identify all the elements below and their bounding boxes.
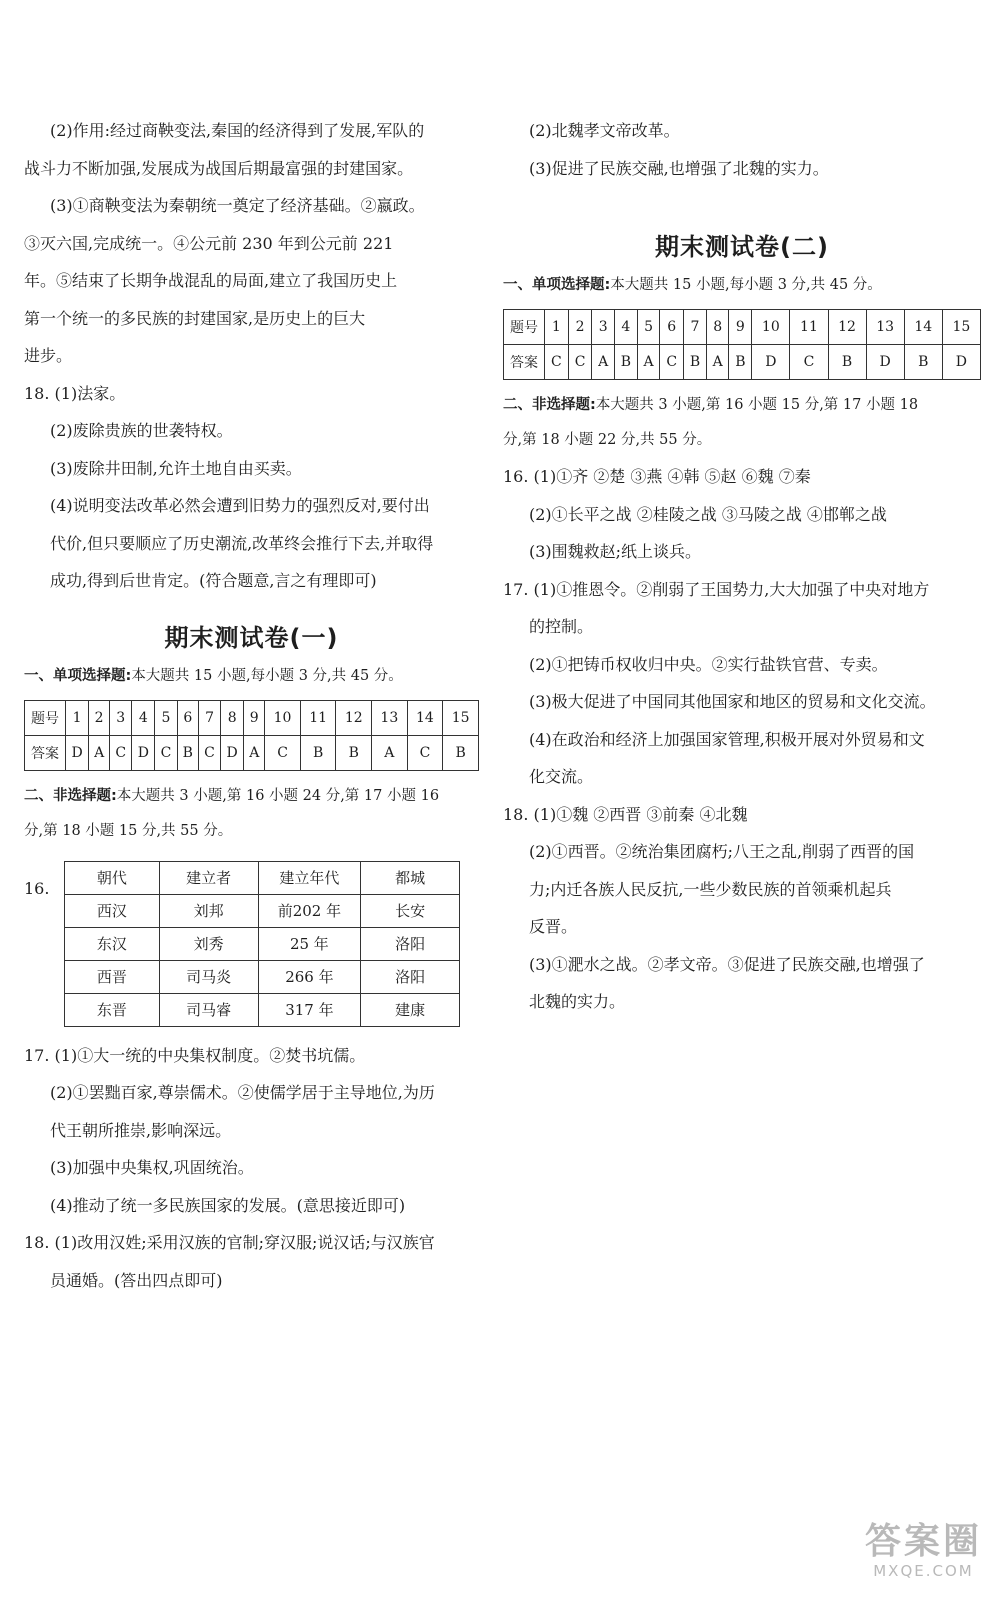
exam1-q16 xyxy=(24,861,479,1027)
text-line: 员通婚。(答出四点即可) xyxy=(50,1270,223,1290)
question-number-cell: 8 xyxy=(706,310,729,345)
answer-cell: D xyxy=(132,735,155,770)
answer-cell: B xyxy=(729,345,752,380)
exam1-section2-heading xyxy=(24,779,479,814)
dynasty-cell: 司马睿 xyxy=(159,993,258,1026)
answer-cell: D xyxy=(866,345,904,380)
question-number-cell: 5 xyxy=(155,700,177,735)
text-line: 17. (1)①大一统的中央集权制度。②焚书坑儒。 xyxy=(24,1045,366,1065)
answer-cell: B xyxy=(904,345,942,380)
text-line: 化交流。 xyxy=(529,767,594,786)
text-line: 代王朝所推崇,影响深远。 xyxy=(50,1120,232,1140)
answer-cell: A xyxy=(706,345,729,380)
dynasty-cell: 建康 xyxy=(361,993,460,1026)
question-number-cell: 15 xyxy=(443,700,479,735)
exam1-sec2-text: 本大题共 3 小题,第 16 小题 24 分,第 17 小题 16 xyxy=(116,787,440,804)
text-line: 18. (1)法家。 xyxy=(24,383,126,403)
exam2-section2-heading xyxy=(503,388,981,423)
row-label: 答案 xyxy=(25,735,66,770)
answer-cell: B xyxy=(443,735,479,770)
answer-cell: B xyxy=(684,345,707,380)
text-line: 18. (1)改用汉姓;采用汉族的官制;穿汉服;说汉话;与汉族官 xyxy=(24,1233,435,1252)
answer-cell: D xyxy=(66,735,89,770)
text-line: ③灭六国,完成统一。④公元前 230 年到公元前 221 xyxy=(24,233,394,253)
exam2-sec2-label: 二、非选择题: xyxy=(503,397,596,413)
answer-cell: C xyxy=(660,345,684,380)
answer-cell: B xyxy=(177,735,198,770)
text-line: 成功,得到后世肯定。(符合题意,言之有理即可) xyxy=(50,571,377,590)
text-line: (2)①西晋。②统治集团腐朽;八王之乱,削弱了西晋的国 xyxy=(529,842,915,861)
exam2-sec2-text: 本大题共 3 小题,第 16 小题 15 分,第 17 小题 18 xyxy=(595,397,919,413)
right-top-answers xyxy=(503,112,981,187)
text-line: (3)废除井田制,允许土地自由买卖。 xyxy=(50,458,302,478)
text-line: (2)作用:经过商鞅变法,秦国的经济得到了发展,军队的 xyxy=(50,121,425,140)
exam2-q17 xyxy=(503,571,981,796)
dynasty-row xyxy=(65,960,460,993)
question-number-cell: 12 xyxy=(336,700,372,735)
answer-cell: B xyxy=(828,345,866,380)
question-number-cell: 14 xyxy=(904,310,942,345)
question-number-cell: 9 xyxy=(244,700,265,735)
text-line: 年。⑤结束了长期争战混乱的局面,建立了我国历史上 xyxy=(24,271,398,290)
exam1-sec1-label: 一、单项选择题: xyxy=(24,667,132,684)
text-line: (2)①罢黜百家,尊崇儒术。②使儒学居于主导地位,为历 xyxy=(50,1083,435,1102)
question-number-cell: 3 xyxy=(110,700,132,735)
exam1-q18 xyxy=(24,1224,479,1299)
question-number-cell: 7 xyxy=(198,700,220,735)
answer-cell: C xyxy=(198,735,220,770)
answer-cell: A xyxy=(89,735,110,770)
answer-cell: C xyxy=(790,345,828,380)
text-line: 进步。 xyxy=(24,346,73,365)
text-line: 战斗力不断加强,发展成为战国后期最富强的封建国家。 xyxy=(24,158,414,178)
exam2-title: 期末测试卷(二) xyxy=(655,233,829,261)
left-q18-answers xyxy=(24,375,479,600)
question-number-cell: 12 xyxy=(828,310,866,345)
dynasty-cell: 东汉 xyxy=(65,927,160,960)
question-number-cell: 4 xyxy=(132,700,155,735)
question-number-cell: 1 xyxy=(66,700,89,735)
exam2-sec1-label: 一、单项选择题: xyxy=(503,277,611,293)
answer-table-number-row xyxy=(25,700,479,735)
question-number-cell: 2 xyxy=(89,700,110,735)
text-line: 16. (1)①齐 ②楚 ③燕 ④韩 ⑤赵 ⑥魏 ⑦秦 xyxy=(503,467,811,486)
question-number-cell: 9 xyxy=(729,310,752,345)
text-line: 的控制。 xyxy=(529,617,594,636)
answer-cell: C xyxy=(407,735,443,770)
watermark-line2: MXQE.COM xyxy=(873,1562,974,1580)
text-line: 17. (1)①推恩令。②削弱了王国势力,大大加强了中央对地方 xyxy=(503,579,930,599)
dynasty-cell: 317 年 xyxy=(258,993,361,1026)
answer-cell: B xyxy=(614,345,637,380)
dynasty-cell: 25 年 xyxy=(258,927,361,960)
answer-cell: A xyxy=(637,345,660,380)
left-column xyxy=(24,112,479,1299)
question-number-cell: 4 xyxy=(614,310,637,345)
text-line: 第一个统一的多民族的封建国家,是历史上的巨大 xyxy=(24,308,366,328)
exam1-section2-line2: 分,第 18 小题 15 分,共 55 分。 xyxy=(24,822,233,839)
question-number-cell: 1 xyxy=(545,310,569,345)
question-number-cell: 11 xyxy=(790,310,828,345)
exam1-sec2-label: 二、非选择题: xyxy=(24,787,117,804)
text-line: (4)说明变法改革必然会遭到旧势力的强烈反对,要付出 xyxy=(50,496,430,515)
answer-table-number-row xyxy=(504,310,981,345)
dynasty-cell: 前202 年 xyxy=(258,894,361,927)
text-line: (3)加强中央集权,巩固统治。 xyxy=(50,1158,254,1177)
answer-table-answer-row xyxy=(504,345,981,380)
answer-cell: C xyxy=(568,345,592,380)
text-line: (2)①把铸币权收归中央。②实行盐铁官营、专卖。 xyxy=(529,654,888,674)
dynasty-cell: 刘邦 xyxy=(159,894,258,927)
text-line: (3)围魏救赵;纸上谈兵。 xyxy=(529,542,702,561)
dynasty-cell: 西汉 xyxy=(65,894,160,927)
question-number-cell: 6 xyxy=(177,700,198,735)
answer-cell: A xyxy=(244,735,265,770)
text-line: (4)推动了统一多民族国家的发展。(意思接近即可) xyxy=(50,1195,406,1215)
answer-cell: C xyxy=(545,345,569,380)
text-line: (3)促进了民族交融,也增强了北魏的实力。 xyxy=(529,158,829,178)
dynasty-header-cell: 都城 xyxy=(361,861,460,894)
text-line: 18. (1)①魏 ②西晋 ③前秦 ④北魏 xyxy=(503,804,748,824)
row-label: 答案 xyxy=(504,345,545,380)
dynasty-cell: 洛阳 xyxy=(361,927,460,960)
dynasty-cell: 东晋 xyxy=(65,993,160,1026)
text-line: (3)极大促进了中国同其他国家和地区的贸易和文化交流。 xyxy=(529,692,936,711)
question-number-cell: 14 xyxy=(407,700,443,735)
answer-cell: A xyxy=(372,735,408,770)
question-number-cell: 13 xyxy=(866,310,904,345)
text-line: 代价,但只要顺应了历史潮流,改革终会推行下去,并取得 xyxy=(50,533,434,553)
text-line: 北魏的实力。 xyxy=(529,992,626,1011)
answer-cell: D xyxy=(942,345,980,380)
exam1-q17 xyxy=(24,1037,479,1225)
dynasty-header-cell: 建立年代 xyxy=(258,861,361,894)
text-line: (2)废除贵族的世袭特权。 xyxy=(50,421,233,440)
dynasty-cell: 266 年 xyxy=(258,960,361,993)
text-line: 反晋。 xyxy=(529,917,578,936)
text-line: (4)在政治和经济上加强国家管理,积极开展对外贸易和文 xyxy=(529,729,925,749)
answer-cell: C xyxy=(265,735,301,770)
question-number-cell: 7 xyxy=(684,310,707,345)
answer-cell: D xyxy=(752,345,790,380)
text-line: (2)①长平之战 ②桂陵之战 ③马陵之战 ④邯郸之战 xyxy=(529,504,887,524)
text-line: (3)①商鞅变法为秦朝统一奠定了经济基础。②嬴政。 xyxy=(50,196,425,215)
question-number-cell: 2 xyxy=(568,310,592,345)
text-line: (3)①淝水之战。②孝文帝。③促进了民族交融,也增强了 xyxy=(529,954,925,974)
exam1-section1-heading xyxy=(24,659,479,694)
answer-cell: C xyxy=(110,735,132,770)
exam2-sec1-text: 本大题共 15 小题,每小题 3 分,共 45 分。 xyxy=(610,277,882,293)
dynasty-row xyxy=(65,927,460,960)
question-number-cell: 13 xyxy=(372,700,408,735)
answer-cell: B xyxy=(300,735,336,770)
row-label: 题号 xyxy=(504,310,545,345)
dynasty-cell: 西晋 xyxy=(65,960,160,993)
dynasty-row xyxy=(65,894,460,927)
dynasty-header-cell: 朝代 xyxy=(65,861,160,894)
exam1-title: 期末测试卷(一) xyxy=(164,623,339,652)
watermark-logo xyxy=(865,1522,982,1580)
exam2-section2-line2: 分,第 18 小题 22 分,共 55 分。 xyxy=(503,432,712,448)
question-number-cell: 3 xyxy=(592,310,615,345)
exam2-q16 xyxy=(503,458,981,571)
question-number-cell: 15 xyxy=(942,310,980,345)
question-number-cell: 6 xyxy=(660,310,684,345)
question-number-cell: 5 xyxy=(637,310,660,345)
q16-number: 16. xyxy=(24,878,50,898)
dynasty-table-header xyxy=(65,861,460,894)
exam2-q18 xyxy=(503,796,981,1021)
question-number-cell: 10 xyxy=(752,310,790,345)
exam1-answer-table xyxy=(24,700,479,771)
exam2-section1-heading xyxy=(503,268,981,303)
exam2-answer-table xyxy=(503,309,981,380)
answer-table-answer-row xyxy=(25,735,479,770)
answer-cell: B xyxy=(336,735,372,770)
dynasty-header-cell: 建立者 xyxy=(159,861,258,894)
answer-cell: A xyxy=(592,345,615,380)
dynasty-cell: 司马炎 xyxy=(159,960,258,993)
exam1-sec1-text: 本大题共 15 小题,每小题 3 分,共 45 分。 xyxy=(131,667,403,684)
row-label: 题号 xyxy=(25,700,66,735)
dynasty-cell: 洛阳 xyxy=(361,960,460,993)
answer-cell: C xyxy=(155,735,177,770)
text-line: (2)北魏孝文帝改革。 xyxy=(529,121,680,140)
dynasty-row xyxy=(65,993,460,1026)
text-line: 力;内迁各族人民反抗,一些少数民族的首领乘机起兵 xyxy=(529,879,892,899)
dynasty-cell: 刘秀 xyxy=(159,927,258,960)
right-column xyxy=(503,112,981,1021)
answer-cell: D xyxy=(221,735,244,770)
question-number-cell: 11 xyxy=(300,700,336,735)
question-number-cell: 10 xyxy=(265,700,301,735)
left-top-answers xyxy=(24,112,479,375)
question-number-cell: 8 xyxy=(221,700,244,735)
watermark-line1: 答案圈 xyxy=(864,1521,982,1562)
dynasty-cell: 长安 xyxy=(361,894,460,927)
dynasty-table xyxy=(64,861,460,1027)
